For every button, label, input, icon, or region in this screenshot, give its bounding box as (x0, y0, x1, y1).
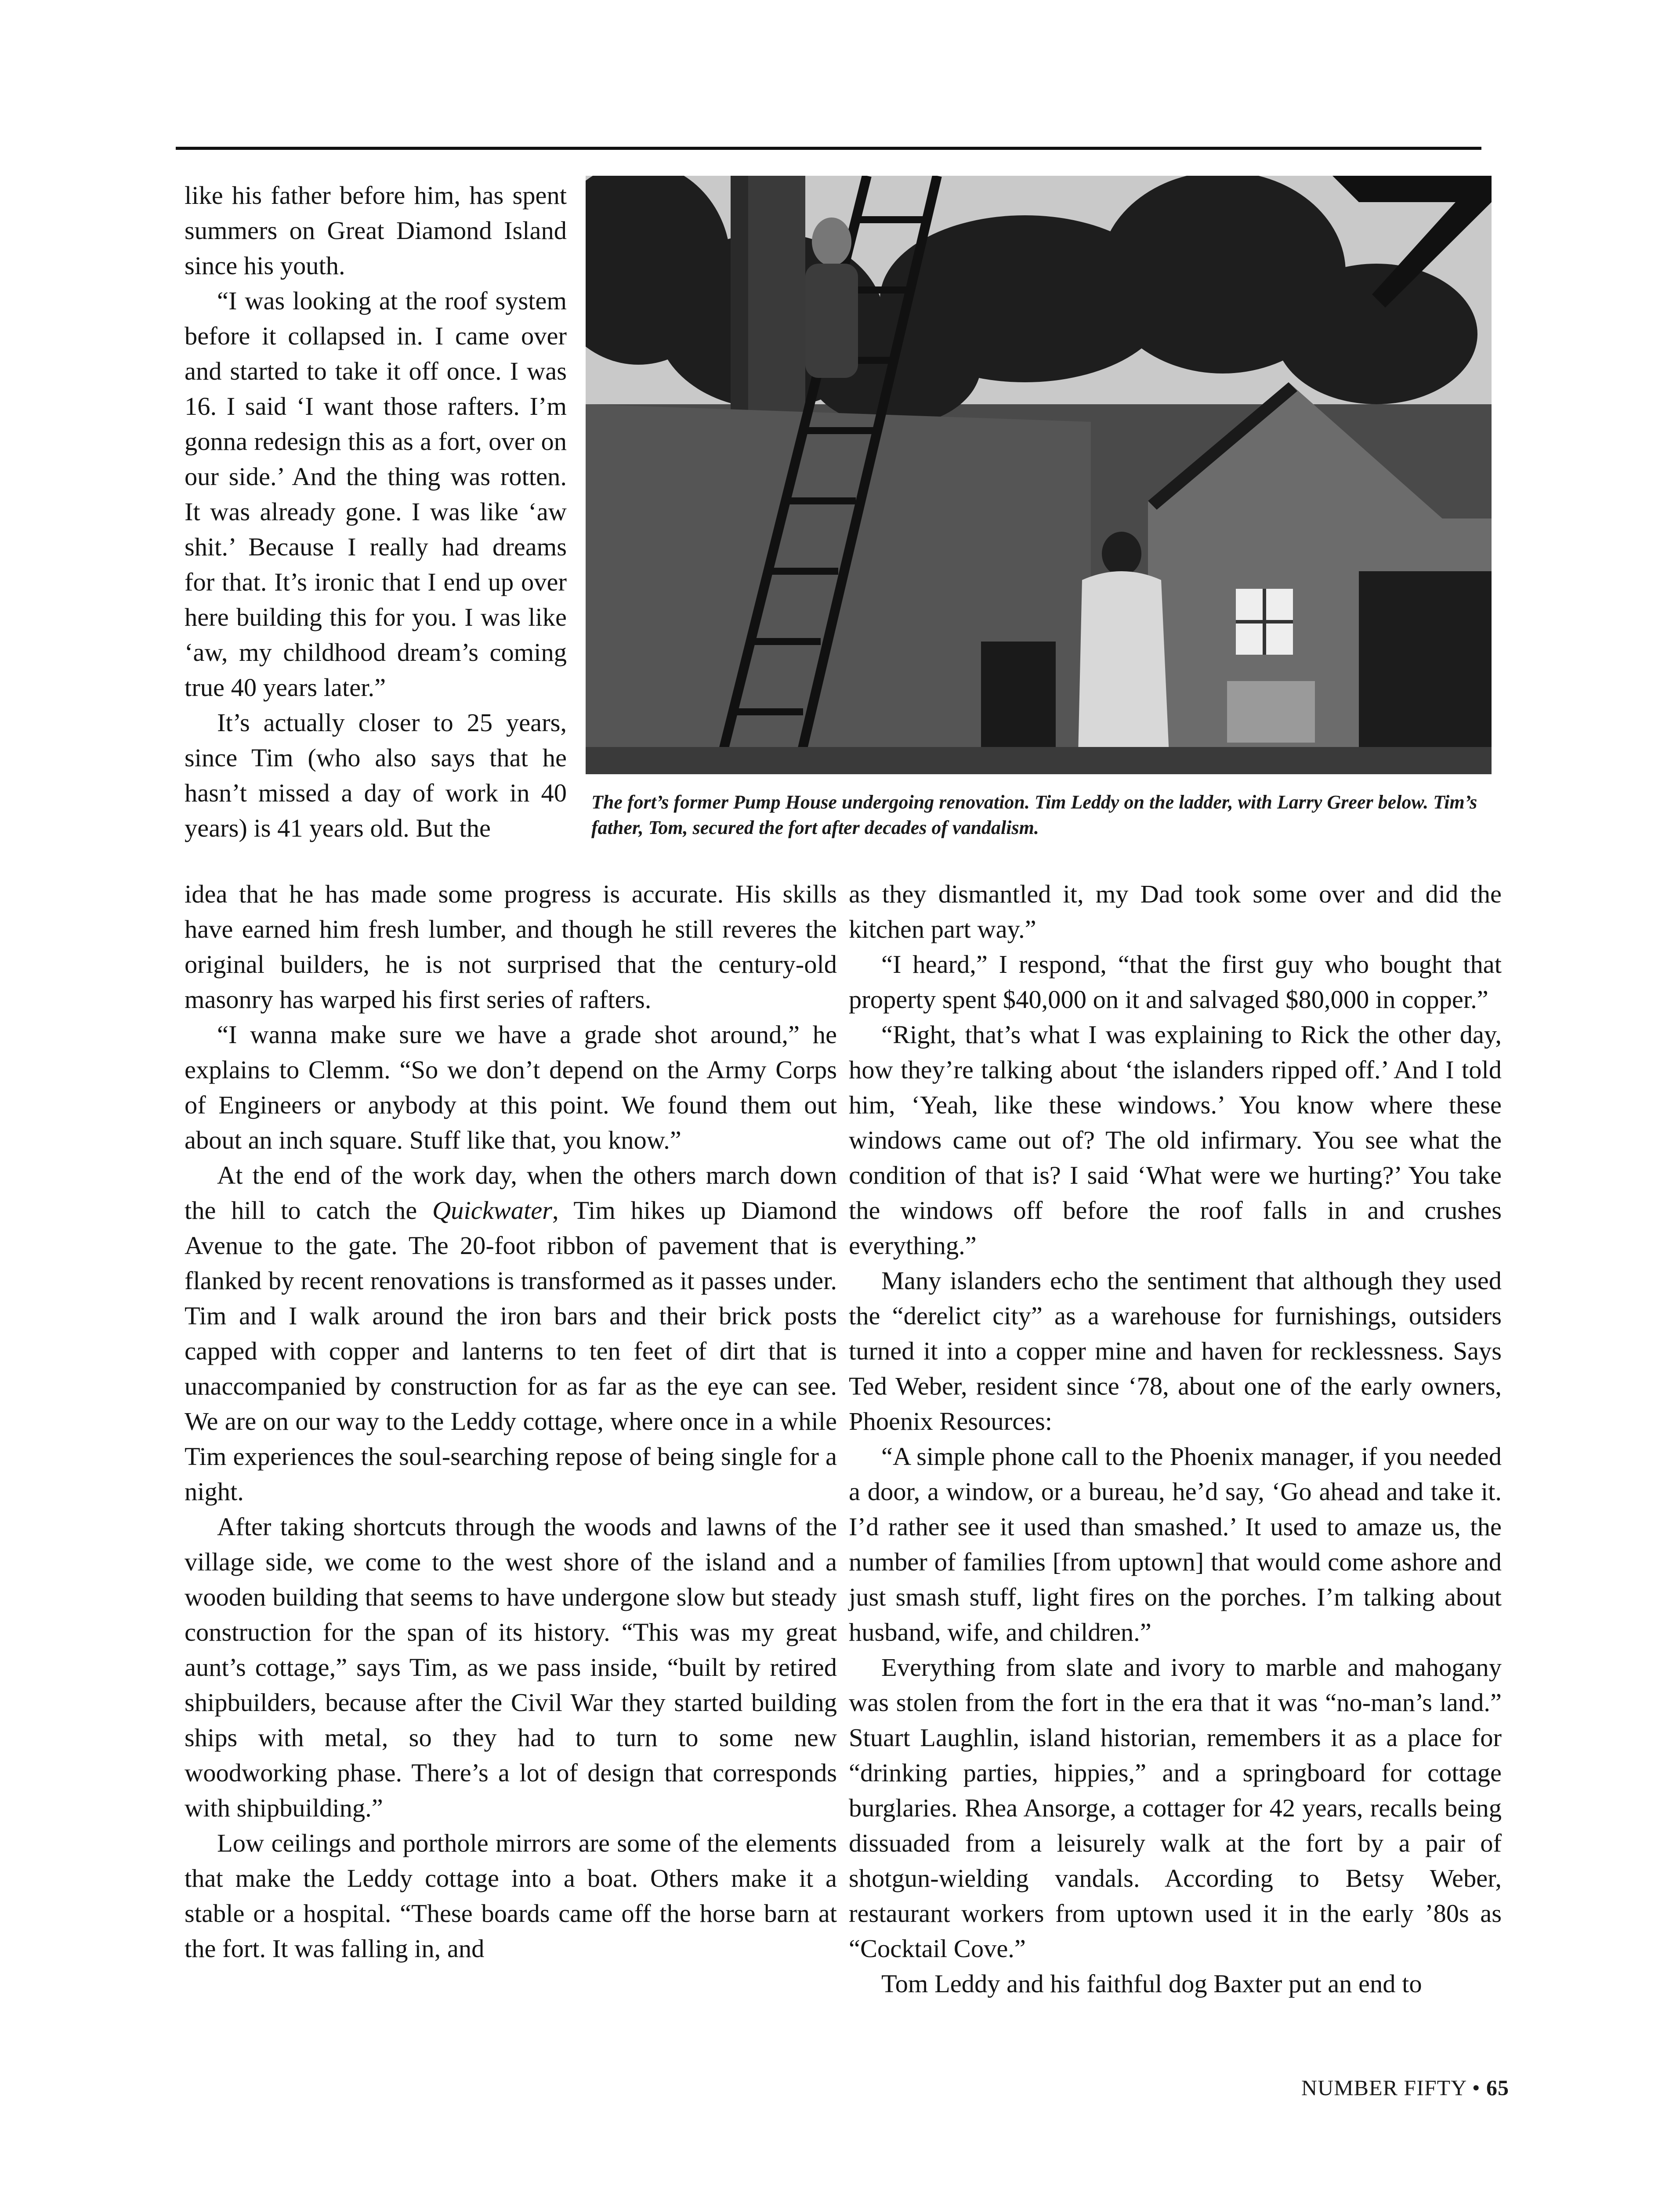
paragraph: Tom Leddy and his faithful dog Baxter put an end to (881, 1969, 1422, 1998)
photo-caption: The fort’s former Pump House undergoing renovation. Tim Leddy on the ladder, with Larry Greer below. Tim’s father, Tom, secured the fort after decades of vandalism. (591, 791, 1477, 838)
paragraph: like his father before him, has spent summers on Great Diamond Island since his youth. (185, 181, 567, 280)
page-folio (1281, 2075, 1509, 2100)
paragraph: After taking shortcuts through the woods and lawns of the village side, we come to the west shore of the island and a wooden building that seems to have undergone slow but steady construction for the span of its history. “This was my great aunt’s cottage,” says Tim, as we pass inside, “built by retired shipbuilders, because after the Civil War they started building ships with metal, so they had to turn to some new woodworking phase. There’s a lot of design that corresponds with shipbuilding.” (185, 1512, 837, 1822)
column-left-bottom (185, 877, 837, 1966)
paragraph: “I was looking at the roof system before it collapsed in. I came over and started to take it off once. I was 16. I said ‘I want those rafters. I’m gonna redesign this as a fort, over on our side.’ And the thing was rotten. It was already gone. I was like ‘aw shit.’ Because I really had dreams for that. It’s ironic that I end up over here building this for you. I was like ‘aw, my childhood dream’s coming true 40 years later.” (185, 286, 567, 702)
paragraph: “I heard,” I respond, “that the first guy who bought that property spent $40,000 on it and salvaged $80,000 in copper.” (849, 950, 1502, 1014)
paragraph: Everything from slate and ivory to marble and mahogany was stolen from the fort in the era that it was “no-man’s land.” Stuart Laughlin, island historian, remembers it as a place for “drinking parties, hippies,” and a springboard for cottage burglaries. Rhea Ansorge, a cottager for 42 years, recalls being dissuaded from a leisurely walk at the fort by a pair of shotgun-wielding vandals. According to Betsy Weber, restaurant workers from uptown used it in the early ’80s as “Cocktail Cove.” (849, 1653, 1502, 1963)
paragraph: as they dismantled it, my Dad took some over and did the kitchen part way.” (849, 880, 1502, 943)
text-span: , Tim hikes up Diamond Avenue to the gate. The 20-foot ribbon of pavement that is flanked by recent renovations is transformed as it passes under. Tim and I walk around the iron bars and their brick posts capped with copper and lanterns to ten feet of dirt that is unaccompanied by construction for as far as the eye can see. We are on our way to the Leddy cottage, where once in a while Tim experiences the soul-searching repose of being single for a night. (185, 1196, 837, 1506)
text-span: At the end of the work day, when the others march down the hill to catch the (185, 1161, 837, 1225)
column-left-top (185, 178, 567, 846)
header-rule (176, 147, 1481, 150)
column-right-bottom (849, 877, 1502, 2001)
paragraph: “I wanna make sure we have a grade shot around,” he explains to Clemm. “So we don’t depend on the Army Corps of Engineers or anybody at this point. We found them out about an inch square. Stuff like that, you know.” (185, 1020, 837, 1154)
paragraph: Low ceilings and porthole mirrors are some of the elements that make the Leddy cottage into a boat. Others make it a stable or a hospital. “These boards came off the horse barn at the fort. It was falling in, and (185, 1829, 837, 1963)
pump-house-photo (586, 176, 1492, 774)
issue-label: NUMBER FIFTY (1301, 2075, 1466, 2100)
paragraph: Many islanders echo the sentiment that although they used the “derelict city” as a warehouse for furnishings, outsiders turned it into a copper mine and haven for recklessness. Says Ted Weber, resident since ‘78, about one of the early owners, Phoenix Resources: (849, 1266, 1502, 1436)
paragraph: “A simple phone call to the Phoenix manager, if you needed a door, a window, or a bureau, he’d say, ‘Go ahead and take it. I’d rather see it used than smashed.’ It used to amaze us, the number of families [from uptown] that would come ashore and just smash stuff, light fires on the porches. I’m talking about husband, wife, and children.” (849, 1442, 1502, 1646)
paragraph (185, 1158, 837, 1509)
boat-name: Quickwater (432, 1196, 552, 1225)
paragraph: idea that he has made some progress is accurate. His skills have earned him fresh lumber, and though he still reveres the original builders, he is not surprised that the century-old masonry has warped his first series of rafters. (185, 880, 837, 1014)
page-number: 65 (1486, 2075, 1509, 2100)
paragraph: It’s actually closer to 25 years, since Tim (who also says that he hasn’t missed a day of work in 40 years) is 41 years old. But the (185, 708, 567, 842)
folio-separator: • (1472, 2075, 1481, 2100)
paragraph: “Right, that’s what I was explaining to Rick the other day, how they’re talking about ‘the islanders ripped off.’ And I told him, ‘Yeah, like these windows.’ You know where these windows came out of? The old infirmary. You see what the condition of that is? I said ‘What were we hurting?’ You take the windows off before the roof falls in and crushes everything.” (849, 1020, 1502, 1260)
